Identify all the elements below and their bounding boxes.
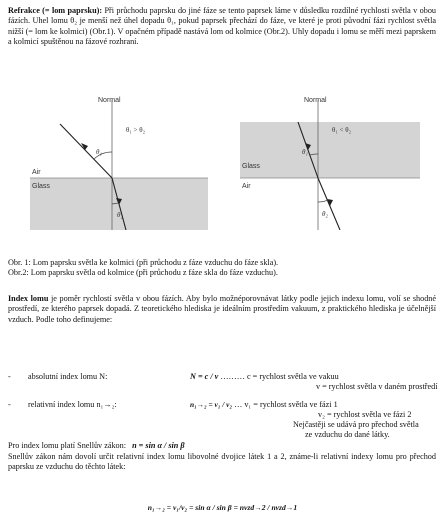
refraction-diagram-2 <box>240 92 420 230</box>
air-label-2: Air <box>242 183 251 190</box>
intro-paragraph <box>8 6 436 47</box>
rel-bullet: - <box>8 400 11 409</box>
rel-dots: … v₁ = rychlost světla ve fázi 1 <box>232 400 338 409</box>
rel-formula: n₁→₂ = v₁ / v₂ <box>190 400 233 409</box>
snell-formula: n = sin α / sin β <box>132 441 185 450</box>
condition-label-2: θ₁ < θ₂ <box>332 126 352 134</box>
theta2-label-1: θ₂ <box>117 211 123 219</box>
normal-label-2: Normal <box>304 97 327 104</box>
condition-label-1: θ₁ > θ₂ <box>126 126 146 134</box>
intro-text: Při průchodu paprsku do jiné fáze se tento paprsek láme v důsledku rozdílné rychlosti světla v obou fázích. Uhel lomu θ₂ je menší než úhel dopadu θ₁, pokud paprsek přechází do fáze, ve které je proti původní fázi rychlost světla nižší (= lom ke kolmici) (Obr.1). V opačném případě nastává lom od kolmice (Obr.2). Uhly dopadu i lomu se měří mezi paprskem a kolmicí spuštěnou na fázové rozhraní. <box>8 6 437 46</box>
abs-formula: N = c / v <box>190 372 219 381</box>
figure-2 <box>240 92 420 230</box>
index-paragraph <box>8 294 436 325</box>
abs-label: absolutní index lomu N: <box>28 372 108 381</box>
snell-intro: Pro index lomu platí Snellův zákon: <box>8 441 127 450</box>
glass-label-1: Glass <box>32 183 50 190</box>
air-label-1: Air <box>32 169 41 176</box>
rel-line-2: v₂ = rychlost světla ve fázi 2 <box>318 410 412 419</box>
glass-label-2: Glass <box>242 163 260 170</box>
rel-label: relativní index lomu n₁→₂: <box>28 400 117 409</box>
abs-line-2: v = rychlost světla v daném prostředí <box>316 382 438 391</box>
abs-dots: ……… c = rychlost světla ve vakuu <box>218 372 339 381</box>
caption-line-1: Obr. 1: Lom paprsku světla ke kolmici (při průchodu z fáze vzduchu do fáze skla). <box>8 258 279 267</box>
caption-line-2: Obr.2: Lom paprsku světla od kolmice (při průchodu z fáze skla do fáze vzduchu). <box>8 268 278 278</box>
rel-formula-line <box>190 400 338 410</box>
abs-bullet: - <box>8 372 11 381</box>
abs-formula-line <box>190 372 339 382</box>
theta1-label-2: θ₁ <box>302 148 308 156</box>
rel-line-3: Nejčastěji se udává pro přechod světla <box>293 420 419 429</box>
theta2-label-2: θ₂ <box>322 210 328 218</box>
rel-line-4: ze vzduchu do dané látky. <box>305 430 390 439</box>
refraction-diagram-1 <box>30 92 208 230</box>
final-formula: n₁→₂ = v₁/v₂ = sin α / sin β = nvzd→2 / nvzd→1 <box>147 503 298 512</box>
figure-1 <box>30 92 208 230</box>
index-heading: Index lomu <box>8 294 49 303</box>
refraction-heading: Refrakce (= lom paprsku): <box>8 6 103 15</box>
figure-captions <box>8 258 436 279</box>
index-text: je poměr rychlostí světla v obou fázích. Aby bylo možnéporovnávat látky podle jejich indexu lomu, volí se shodné prostředí, ze kterého paprsek dopadá. Z teoretického hlediska je ideálním prostředím vakuum, z praktického hlediska je účelnější vzduch. Podle toho definujeme: <box>8 294 437 324</box>
normal-label-1: Normal <box>98 97 121 104</box>
snell-intro-line <box>8 441 185 451</box>
snell-paragraph: Snellův zákon nám dovolí určit relativní index lomu libovolné dvojice látek 1 a 2, známe-li relativní indexy lomu pro přechod paprsku ze vzduchu do těchto látek: <box>8 452 436 472</box>
theta1-label-1: θ₁ <box>96 148 102 156</box>
